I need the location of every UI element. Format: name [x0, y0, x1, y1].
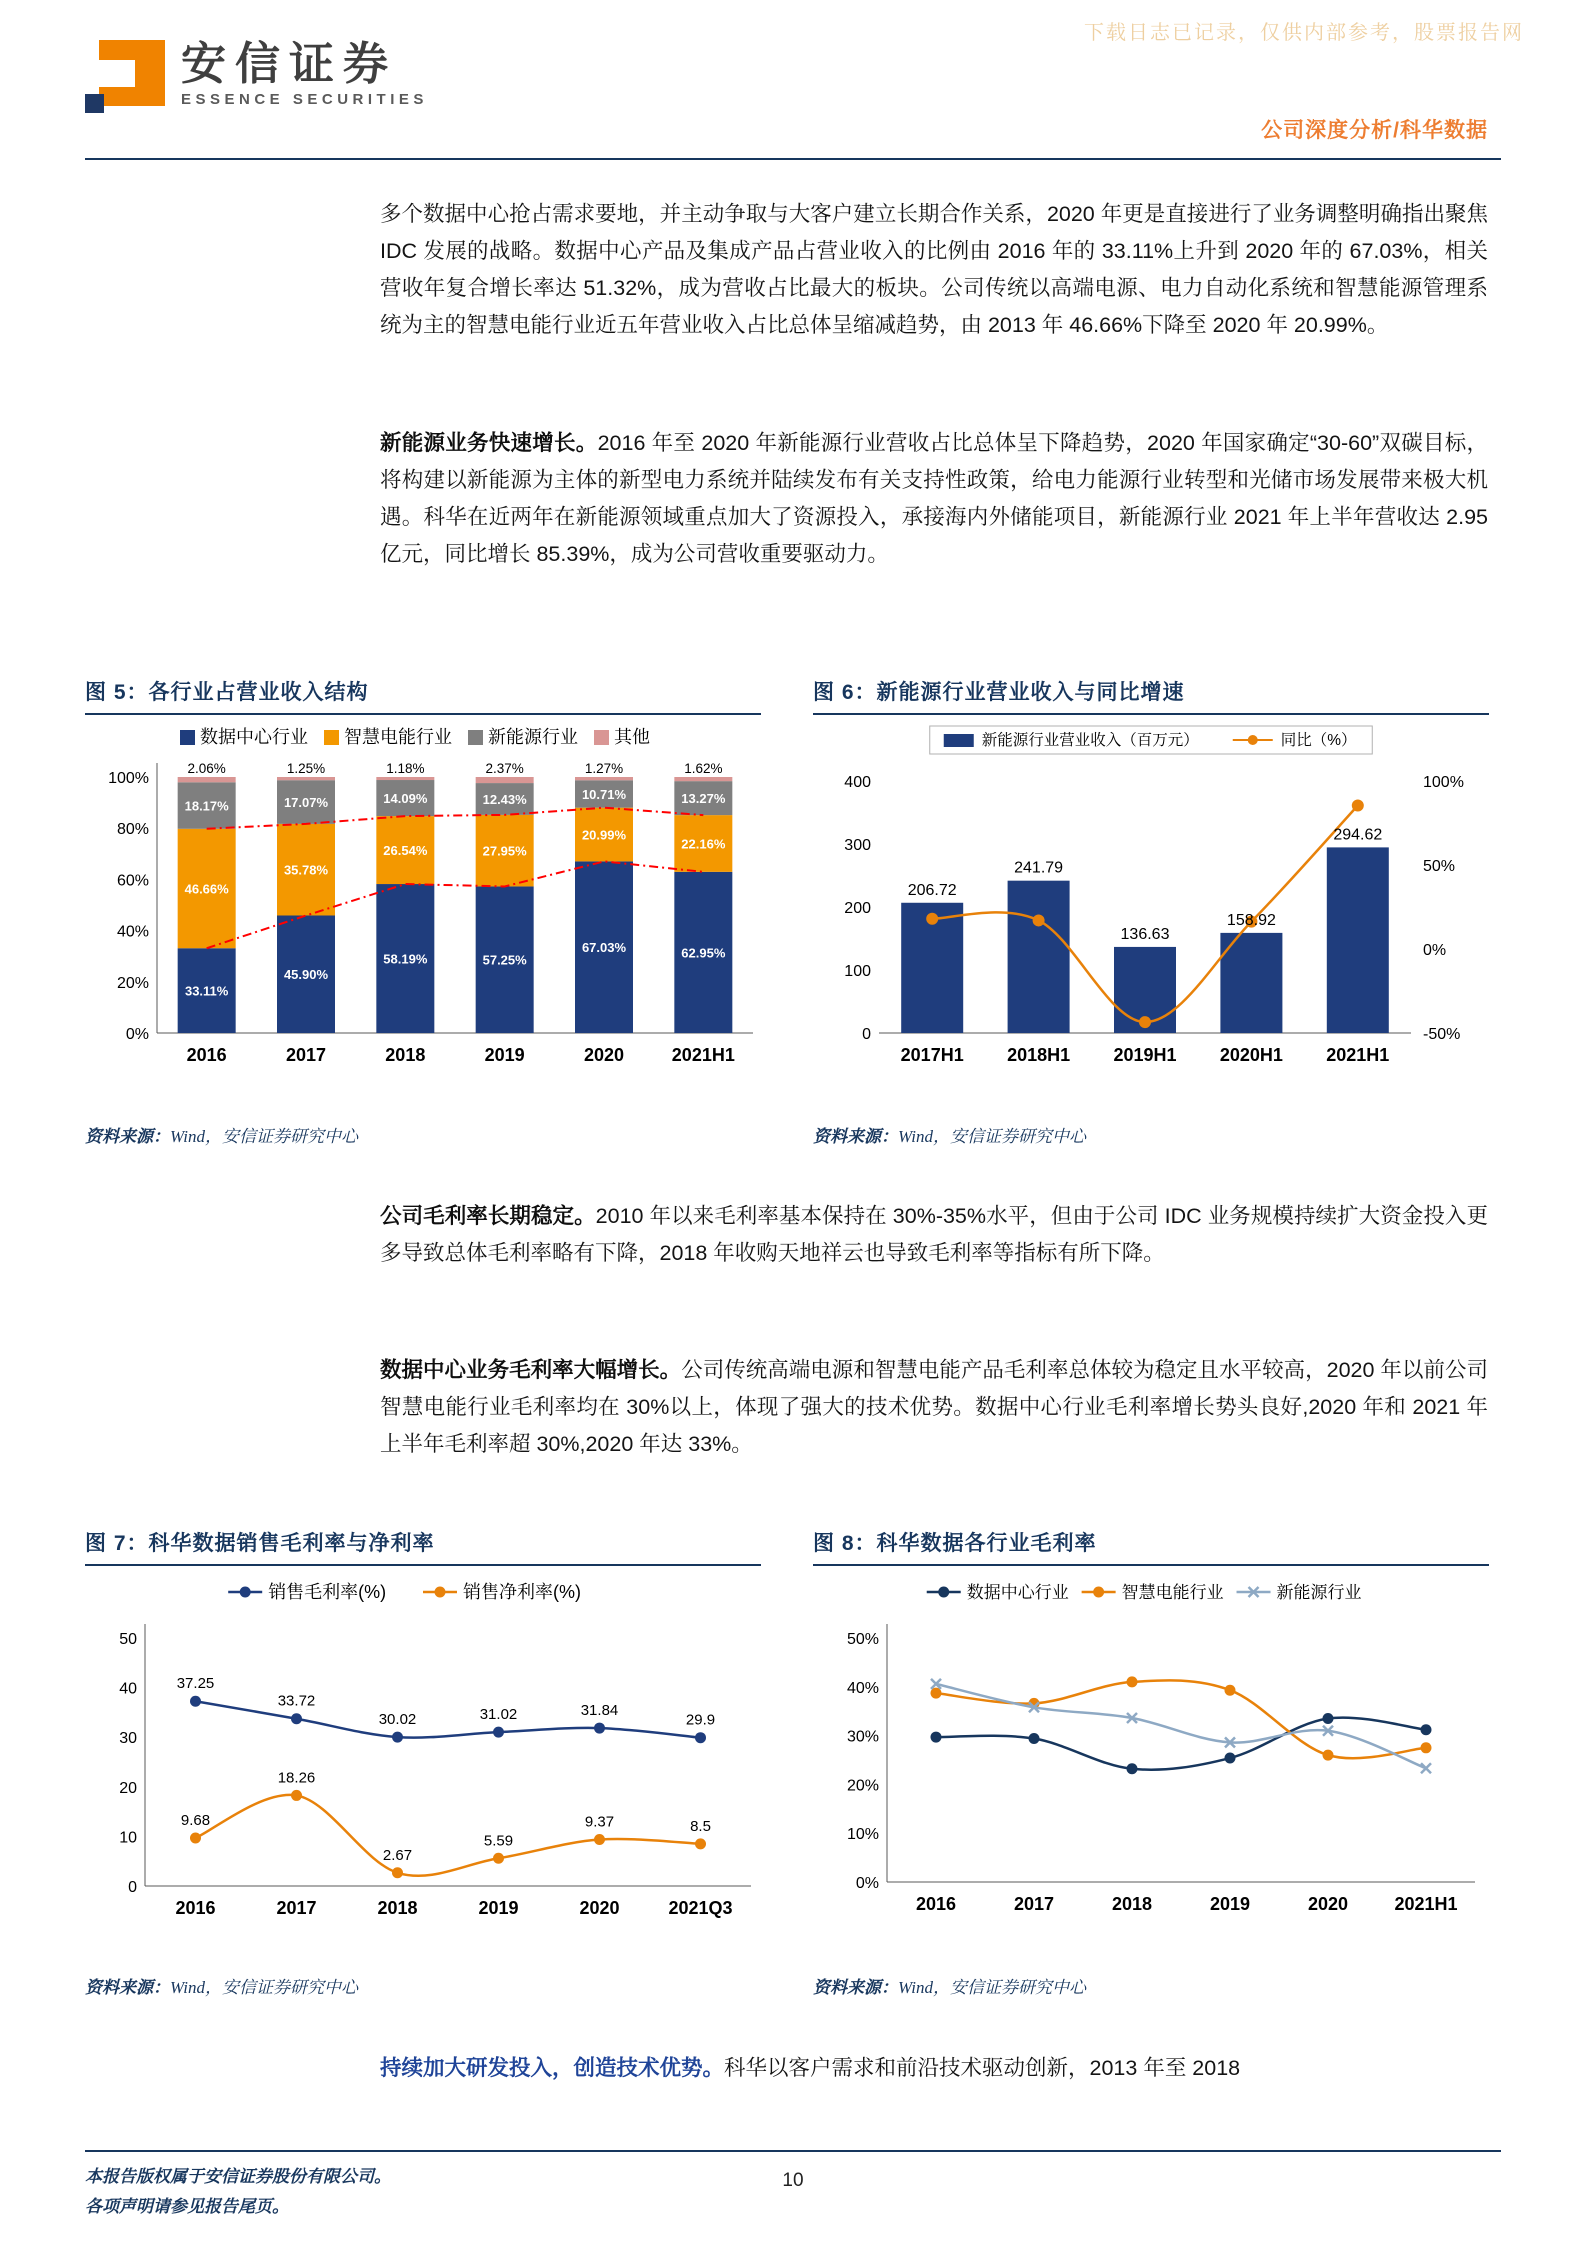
fig7-series-line — [196, 1701, 701, 1737]
figure-5-title: 图 5：各行业占营业收入结构 — [85, 676, 761, 715]
figure-6-chart-area — [813, 721, 1489, 1118]
source-text: Wind，安信证券研究中心 — [898, 1127, 1086, 1146]
paragraph-text: 科华以客户需求和前沿技术驱动创新，2013 年至 2018 — [724, 2056, 1241, 2080]
figure-8-title: 图 8：科华数据各行业毛利率 — [813, 1527, 1489, 1566]
svg-text:2016: 2016 — [915, 1894, 957, 1914]
svg-text:1.62%: 1.62% — [684, 761, 723, 776]
paragraph-lead: 持续加大研发投入，创造技术优势。 — [380, 2056, 725, 2080]
svg-text:20%: 20% — [116, 974, 149, 992]
svg-text:2.37%: 2.37% — [485, 761, 524, 776]
svg-text:100%: 100% — [108, 770, 149, 787]
figure-8-chart-area — [813, 1572, 1489, 1969]
svg-text:9.68: 9.68 — [180, 1811, 211, 1829]
paragraph-rd-investment — [380, 2050, 1488, 2087]
svg-text:2020: 2020 — [1307, 1894, 1349, 1914]
page-number: 10 — [782, 2170, 804, 2191]
figure-6-source — [813, 1122, 1489, 1147]
svg-text:0%: 0% — [855, 1875, 879, 1892]
svg-text:241.79: 241.79 — [1014, 859, 1064, 877]
source-label: 资料来源： — [813, 1127, 898, 1146]
brand-text — [181, 40, 428, 108]
svg-text:0: 0 — [862, 1026, 871, 1043]
svg-text:2017: 2017 — [1013, 1894, 1055, 1914]
svg-text:9.37: 9.37 — [584, 1813, 615, 1831]
svg-text:智慧电能行业: 智慧电能行业 — [344, 727, 452, 747]
svg-text:62.95%: 62.95% — [681, 945, 726, 961]
svg-text:1.25%: 1.25% — [286, 761, 326, 776]
svg-text:10: 10 — [119, 1829, 137, 1847]
svg-text:10.71%: 10.71% — [581, 786, 627, 802]
svg-text:新能源行业: 新能源行业 — [488, 727, 578, 747]
svg-text:29.9: 29.9 — [685, 1711, 716, 1729]
svg-text:206.72: 206.72 — [907, 881, 957, 899]
svg-text:8.5: 8.5 — [690, 1817, 711, 1835]
svg-text:2018: 2018 — [377, 1898, 418, 1918]
fig7-legend — [228, 1582, 581, 1602]
figure-5-source — [85, 1122, 761, 1147]
svg-text:57.25%: 57.25% — [482, 952, 527, 968]
svg-text:0: 0 — [128, 1879, 137, 1896]
svg-text:40%: 40% — [116, 923, 149, 941]
svg-text:2017H1: 2017H1 — [900, 1045, 964, 1065]
brand-name-cn: 安信证券 — [181, 38, 398, 89]
svg-text:35.78%: 35.78% — [283, 862, 329, 878]
fig8-series-line — [936, 1718, 1426, 1770]
svg-text:0%: 0% — [125, 1026, 149, 1043]
svg-text:30: 30 — [119, 1730, 137, 1748]
svg-text:2017: 2017 — [276, 1898, 317, 1918]
svg-text:18.17%: 18.17% — [184, 798, 229, 814]
svg-text:2021H1: 2021H1 — [1394, 1894, 1458, 1914]
svg-text:2019: 2019 — [1209, 1894, 1251, 1914]
figure-5-chart-area — [85, 721, 761, 1118]
svg-text:10%: 10% — [846, 1826, 879, 1844]
footer-divider — [85, 2150, 1501, 2152]
paragraph-new-energy-growth — [380, 425, 1488, 573]
svg-text:2020: 2020 — [583, 1045, 625, 1065]
svg-text:45.90%: 45.90% — [283, 967, 329, 983]
paragraph-lead: 公司毛利率长期稳定。 — [380, 1204, 596, 1228]
svg-text:数据中心行业: 数据中心行业 — [966, 1583, 1069, 1602]
brand-name-en: ESSENCE SECURITIES — [181, 91, 428, 109]
source-label: 资料来源： — [85, 1127, 170, 1146]
source-text: Wind，安信证券研究中心 — [170, 1127, 358, 1146]
svg-text:数据中心行业: 数据中心行业 — [200, 727, 308, 747]
svg-text:26.54%: 26.54% — [383, 843, 428, 859]
svg-text:17.07%: 17.07% — [283, 795, 329, 811]
paragraph-text: 公司传统高端电源和智慧电能产品毛利率总体较为稳定且水平较高，2020 年以前公司智慧电能行业毛利率均在 30%以上，体现了强大的技术优势。数据中心行业毛利率增长势头良好,2020 年和 2021 年上半年毛利率超 30%,2020 年达 33%。 — [380, 1358, 1488, 1456]
svg-text:100%: 100% — [1423, 774, 1464, 791]
svg-text:2021H1: 2021H1 — [1326, 1045, 1390, 1065]
svg-text:37.25: 37.25 — [176, 1675, 215, 1693]
svg-text:33.11%: 33.11% — [184, 983, 229, 999]
fig6-legend — [930, 726, 1373, 754]
fig5-stacked-bar-chart — [85, 721, 761, 1113]
svg-text:2016: 2016 — [186, 1045, 227, 1065]
svg-text:同比（%）: 同比（%） — [1280, 732, 1357, 749]
brand-logo-block — [85, 40, 428, 120]
footer-line-1: 本报告版权属于安信证券股份有限公司。 — [85, 2167, 391, 2186]
svg-text:销售毛利率(%): 销售毛利率(%) — [268, 1582, 387, 1602]
figure-8-source — [813, 1973, 1489, 1998]
svg-text:2020: 2020 — [579, 1898, 620, 1918]
figure-7-source — [85, 1973, 761, 1998]
svg-text:20: 20 — [119, 1779, 137, 1797]
svg-text:智慧电能行业: 智慧电能行业 — [1121, 1583, 1224, 1602]
svg-text:2017: 2017 — [285, 1045, 327, 1065]
report-category: 公司深度分析/科华数据 — [1261, 119, 1488, 142]
svg-text:136.63: 136.63 — [1120, 925, 1170, 943]
svg-text:31.84: 31.84 — [580, 1702, 619, 1720]
svg-text:2.06%: 2.06% — [187, 761, 226, 776]
fig5-bars — [178, 761, 733, 1033]
svg-text:58.19%: 58.19% — [383, 951, 428, 967]
svg-text:300: 300 — [844, 837, 871, 854]
source-label: 资料来源： — [813, 1978, 898, 1997]
svg-text:20.99%: 20.99% — [581, 827, 627, 843]
fig8-series-line — [936, 1680, 1426, 1758]
svg-text:2019: 2019 — [478, 1898, 519, 1918]
paragraph-gross-margin-stable — [380, 1198, 1488, 1272]
svg-text:50: 50 — [119, 1631, 137, 1648]
watermark-text: 下载日志已记录，仅供内部参考，股票报告网 — [1084, 22, 1524, 44]
figure-8 — [813, 1527, 1489, 1998]
svg-text:2021Q3: 2021Q3 — [668, 1898, 733, 1918]
figure-7-title: 图 7：科华数据销售毛利率与净利率 — [85, 1527, 761, 1566]
paragraph-lead: 数据中心业务毛利率大幅增长。 — [380, 1358, 682, 1382]
svg-text:400: 400 — [844, 774, 871, 791]
svg-text:158.92: 158.92 — [1226, 911, 1276, 929]
svg-text:27.95%: 27.95% — [482, 843, 527, 859]
paragraph-text: 多个数据中心抢占需求要地，并主动争取与大客户建立长期合作关系，2020 年更是直接进行了业务调整明确指出聚焦 IDC 发展的战略。数据中心产品及集成产品占营业收入的比例由 2016 年的 33.11%上升到 2020 年的 67.03%，相关营收年复合增长率达 51.32%，成为营收占比最大的板块。公司传统以高端电源、电力自动化系统和智慧能源管理系统为主的智慧电能行业近五年营业收入占比总体呈缩减趋势，由 2013 年 46.66%下降至 2020 年 20.99%。 — [380, 202, 1488, 337]
svg-text:30%: 30% — [846, 1728, 879, 1746]
svg-text:2021H1: 2021H1 — [671, 1045, 735, 1065]
figure-7 — [85, 1527, 761, 1998]
svg-text:50%: 50% — [846, 1631, 879, 1648]
source-label: 资料来源： — [85, 1978, 170, 1997]
svg-text:新能源行业: 新能源行业 — [1276, 1583, 1362, 1602]
svg-text:294.62: 294.62 — [1333, 826, 1383, 844]
svg-text:33.72: 33.72 — [277, 1692, 316, 1710]
fig5-legend — [180, 727, 650, 747]
svg-text:80%: 80% — [116, 821, 149, 839]
svg-text:2018: 2018 — [385, 1045, 426, 1065]
paragraph-text: 2016 年至 2020 年新能源行业营收占比总体呈下降趋势，2020 年国家确定“30-60”双碳目标，将构建以新能源为主体的新型电力系统并陆续发布有关支持性政策，给电力能源行业转型和光储市场发展带来极大机遇。科华在近两年在新能源领域重点加大了资源投入，承接海内外储能项目，新能源行业 2021 年上半年营收达 2.95 亿元，同比增长 85.39%，成为公司营收重要驱动力。 — [380, 431, 1488, 566]
svg-text:-50%: -50% — [1423, 1026, 1461, 1043]
fig7-line-chart — [85, 1572, 761, 1964]
svg-text:46.66%: 46.66% — [184, 881, 229, 897]
svg-text:100: 100 — [844, 963, 871, 980]
svg-text:31.02: 31.02 — [479, 1706, 518, 1724]
svg-text:22.16%: 22.16% — [681, 836, 726, 852]
svg-text:0%: 0% — [1423, 942, 1447, 959]
svg-text:2019: 2019 — [484, 1045, 525, 1065]
svg-text:新能源行业营业收入（百万元）: 新能源行业营业收入（百万元） — [981, 732, 1199, 749]
svg-text:40%: 40% — [846, 1679, 879, 1697]
paragraph-text: 2010 年以来毛利率基本保持在 30%-35%水平，但由于公司 IDC 业务规模持续扩大资金投入更多导致总体毛利率略有下降，2018 年收购天地祥云也导致毛利率等指标有所下降。 — [380, 1204, 1488, 1265]
svg-text:2016: 2016 — [175, 1898, 216, 1918]
svg-text:2020H1: 2020H1 — [1219, 1045, 1283, 1065]
figure-6-title: 图 6：新能源行业营业收入与同比增速 — [813, 676, 1489, 715]
fig8-series-line — [936, 1684, 1426, 1768]
fig6-bar-line-chart — [813, 721, 1489, 1113]
svg-text:200: 200 — [844, 900, 871, 917]
essence-securities-logo-icon — [85, 40, 165, 120]
header-divider — [85, 158, 1501, 160]
source-text: Wind，安信证券研究中心 — [170, 1978, 358, 1997]
svg-text:2018: 2018 — [1111, 1894, 1153, 1914]
svg-text:1.27%: 1.27% — [584, 761, 624, 776]
svg-text:13.27%: 13.27% — [681, 791, 726, 807]
fig8-line-chart — [813, 1572, 1489, 1964]
figure-7-chart-area — [85, 1572, 761, 1969]
footer-line-2: 各项声明请参见报告尾页。 — [85, 2197, 289, 2216]
source-text: Wind，安信证券研究中心 — [898, 1978, 1086, 1997]
svg-text:18.26: 18.26 — [277, 1769, 316, 1787]
svg-text:2.67: 2.67 — [382, 1846, 413, 1864]
svg-text:60%: 60% — [116, 872, 149, 890]
svg-text:12.43%: 12.43% — [482, 791, 527, 807]
paragraph-lead: 新能源业务快速增长。 — [380, 431, 598, 455]
svg-text:销售净利率(%): 销售净利率(%) — [463, 1582, 581, 1602]
svg-text:5.59: 5.59 — [483, 1832, 514, 1850]
svg-text:20%: 20% — [846, 1777, 879, 1795]
svg-text:其他: 其他 — [614, 727, 650, 747]
figure-6 — [813, 676, 1489, 1147]
paragraph-idc-margin-growth — [380, 1352, 1488, 1463]
svg-text:50%: 50% — [1423, 858, 1456, 875]
svg-text:40: 40 — [119, 1680, 137, 1698]
figure-5 — [85, 676, 761, 1147]
svg-text:30.02: 30.02 — [378, 1711, 417, 1729]
svg-text:14.09%: 14.09% — [383, 791, 428, 807]
svg-text:67.03%: 67.03% — [581, 940, 627, 956]
svg-text:2019H1: 2019H1 — [1113, 1045, 1177, 1065]
fig7-series-line — [196, 1795, 701, 1876]
fig8-legend — [927, 1583, 1362, 1602]
svg-text:2018H1: 2018H1 — [1007, 1045, 1071, 1065]
svg-text:1.18%: 1.18% — [386, 761, 425, 776]
paragraph-idc-strategy — [380, 196, 1488, 344]
